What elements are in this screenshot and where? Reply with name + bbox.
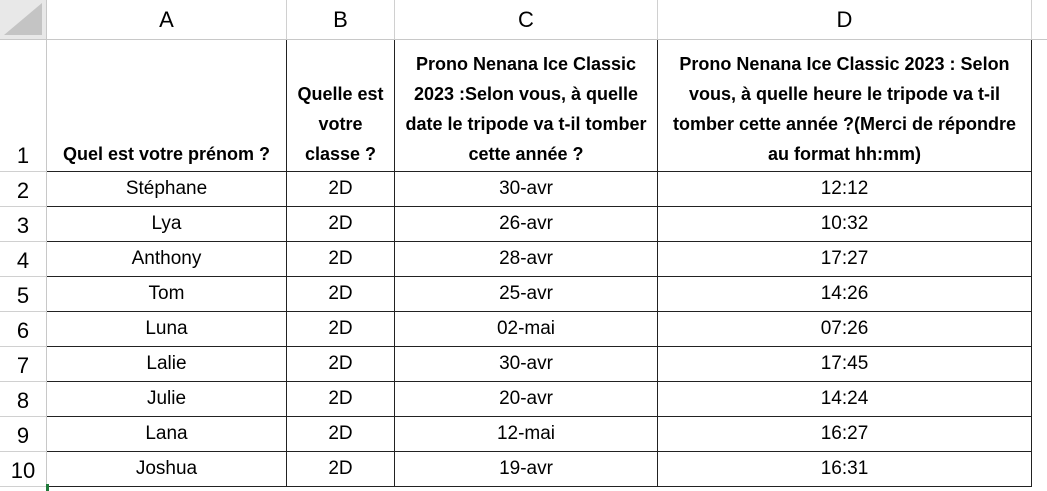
cell-a6[interactable]: Luna: [47, 312, 287, 347]
column-header-b[interactable]: B: [287, 0, 395, 40]
cell-d4[interactable]: 17:27: [658, 242, 1032, 277]
cell-b10[interactable]: 2D: [287, 452, 395, 487]
row-header-4[interactable]: 4: [0, 242, 47, 277]
cell-d6[interactable]: 07:26: [658, 312, 1032, 347]
column-header-a[interactable]: A: [47, 0, 287, 40]
cell-d1[interactable]: Prono Nenana Ice Classic 2023 : Selon vous, à quelle heure le tripode va t-il tomber cette année ?(Merci de répondre au format hh:mm): [658, 40, 1032, 172]
cell-d2[interactable]: 12:12: [658, 172, 1032, 207]
selection-indicator: [46, 484, 49, 491]
cell-c1[interactable]: Prono Nenana Ice Classic 2023 :Selon vous, à quelle date le tripode va t-il tomber cette année ?: [395, 40, 658, 172]
cell-c8[interactable]: 20-avr: [395, 382, 658, 417]
cell-b3[interactable]: 2D: [287, 207, 395, 242]
row-header-2[interactable]: 2: [0, 172, 47, 207]
row-header-3[interactable]: 3: [0, 207, 47, 242]
row-header-7[interactable]: 7: [0, 347, 47, 382]
cell-d7[interactable]: 17:45: [658, 347, 1032, 382]
cell-c2[interactable]: 30-avr: [395, 172, 658, 207]
cell-b8[interactable]: 2D: [287, 382, 395, 417]
cell-b6[interactable]: 2D: [287, 312, 395, 347]
cell-a1[interactable]: Quel est votre prénom ?: [47, 40, 287, 172]
cell-b5[interactable]: 2D: [287, 277, 395, 312]
row-header-6[interactable]: 6: [0, 312, 47, 347]
cell-a3[interactable]: Lya: [47, 207, 287, 242]
cell-c5[interactable]: 25-avr: [395, 277, 658, 312]
cell-d8[interactable]: 14:24: [658, 382, 1032, 417]
cell-d10[interactable]: 16:31: [658, 452, 1032, 487]
select-all-corner[interactable]: [0, 0, 47, 40]
cell-a10[interactable]: Joshua: [47, 452, 287, 487]
cell-c7[interactable]: 30-avr: [395, 347, 658, 382]
cell-b9[interactable]: 2D: [287, 417, 395, 452]
column-header-e[interactable]: [1032, 0, 1047, 40]
column-header-d[interactable]: D: [658, 0, 1032, 40]
cell-b4[interactable]: 2D: [287, 242, 395, 277]
cell-a2[interactable]: Stéphane: [47, 172, 287, 207]
cell-a4[interactable]: Anthony: [47, 242, 287, 277]
cell-b7[interactable]: 2D: [287, 347, 395, 382]
cell-c6[interactable]: 02-mai: [395, 312, 658, 347]
row-header-5[interactable]: 5: [0, 277, 47, 312]
row-header-10[interactable]: 10: [0, 452, 47, 487]
cell-c10[interactable]: 19-avr: [395, 452, 658, 487]
column-header-c[interactable]: C: [395, 0, 658, 40]
cell-d9[interactable]: 16:27: [658, 417, 1032, 452]
cell-c3[interactable]: 26-avr: [395, 207, 658, 242]
cell-a7[interactable]: Lalie: [47, 347, 287, 382]
cell-b1[interactable]: Quelle est votre classe ?: [287, 40, 395, 172]
row-header-1[interactable]: 1: [0, 40, 47, 172]
row-header-8[interactable]: 8: [0, 382, 47, 417]
cell-c4[interactable]: 28-avr: [395, 242, 658, 277]
cell-c9[interactable]: 12-mai: [395, 417, 658, 452]
cell-b2[interactable]: 2D: [287, 172, 395, 207]
cell-a8[interactable]: Julie: [47, 382, 287, 417]
select-all-triangle-icon: [4, 3, 42, 35]
cell-a5[interactable]: Tom: [47, 277, 287, 312]
cell-d5[interactable]: 14:26: [658, 277, 1032, 312]
cell-a9[interactable]: Lana: [47, 417, 287, 452]
row-header-9[interactable]: 9: [0, 417, 47, 452]
cell-d3[interactable]: 10:32: [658, 207, 1032, 242]
